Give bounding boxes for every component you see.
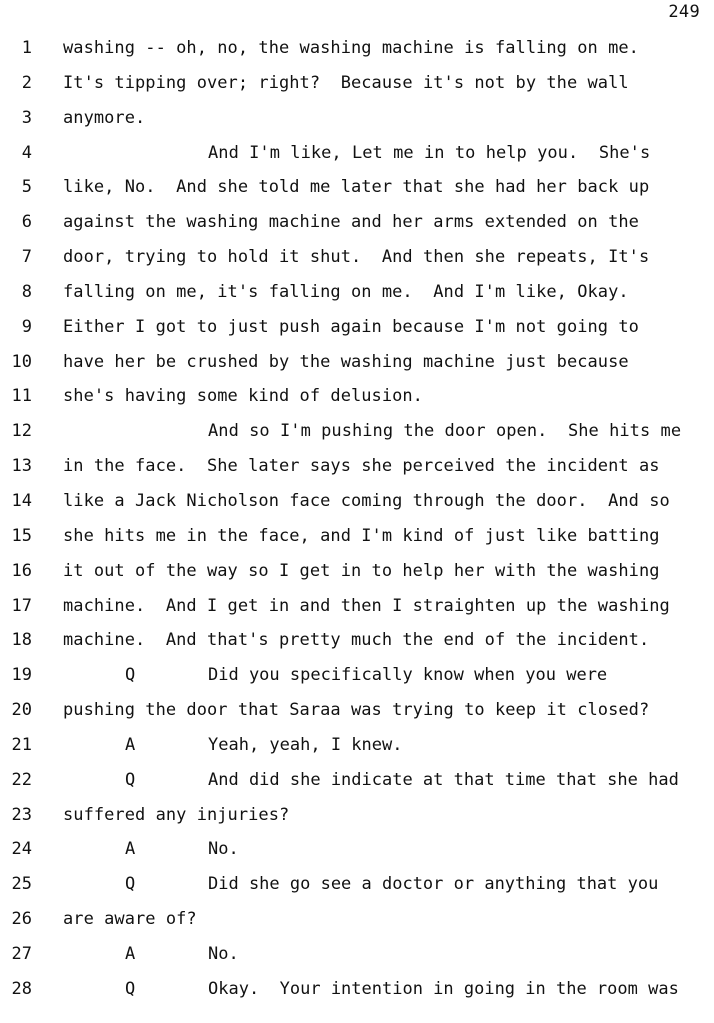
transcript-line: [0, 66, 714, 101]
line-text: like, No. And she told me later that she had her back up: [63, 177, 650, 198]
line-number: 27: [11, 943, 32, 964]
line-text: Okay. Your intention in going in the room was: [208, 978, 679, 999]
page-number: 249: [668, 2, 700, 22]
transcript-line: [0, 867, 714, 902]
line-text: machine. And that's pretty much the end of the incident.: [63, 630, 650, 651]
transcript-line: [0, 449, 714, 484]
line-number: 21: [11, 734, 32, 755]
speaker-label: A: [125, 839, 136, 860]
transcript-line: [0, 798, 714, 833]
line-text: have her be crushed by the washing machine just because: [63, 351, 629, 372]
transcript-line: [0, 31, 714, 66]
transcript-line: [0, 205, 714, 240]
line-text: she's having some kind of delusion.: [63, 386, 423, 407]
line-text: And I'm like, Let me in to help you. She's: [208, 142, 651, 163]
speaker-label: A: [125, 734, 136, 755]
line-text: Did she go see a doctor or anything that you: [208, 874, 659, 895]
line-number: 14: [11, 490, 32, 511]
line-text: in the face. She later says she perceived the incident as: [63, 456, 660, 477]
line-number: 7: [21, 247, 32, 268]
transcript-line: [0, 693, 714, 728]
transcript-line: [0, 554, 714, 589]
line-number: 15: [11, 525, 32, 546]
line-number: 20: [11, 700, 32, 721]
speaker-label: Q: [125, 978, 136, 999]
speaker-label: Q: [125, 769, 136, 790]
line-number: 4: [21, 142, 32, 163]
line-text: And did she indicate at that time that she had: [208, 769, 679, 790]
line-number: 8: [21, 281, 32, 302]
speaker-label: Q: [125, 665, 136, 686]
line-number: 5: [21, 177, 32, 198]
transcript-line: [0, 832, 714, 867]
line-text: washing -- oh, no, the washing machine is falling on me.: [63, 38, 639, 58]
line-number: 18: [11, 630, 32, 651]
line-text: are aware of?: [63, 909, 197, 930]
line-number: 28: [11, 978, 32, 999]
speaker-label: Q: [125, 874, 136, 895]
line-number: 13: [11, 456, 32, 477]
line-number: 17: [11, 595, 32, 616]
transcript-line: [0, 275, 714, 310]
line-text: like a Jack Nicholson face coming through the door. And so: [63, 490, 670, 511]
transcript-line: [0, 763, 714, 798]
line-number: 2: [21, 72, 32, 93]
transcript-line: [0, 519, 714, 554]
line-number: 16: [11, 560, 32, 581]
transcript-body: [0, 31, 714, 1007]
line-number: 19: [11, 665, 32, 686]
transcript-line: [0, 623, 714, 658]
line-text: Either I got to just push again because I'm not going to: [63, 316, 639, 337]
line-number: 3: [21, 107, 32, 128]
line-text: anymore.: [63, 107, 146, 128]
transcript-line: [0, 136, 714, 171]
transcript-line: [0, 972, 714, 1007]
line-text: falling on me, it's falling on me. And I'm like, Okay.: [63, 281, 629, 302]
transcript-line: [0, 484, 714, 519]
line-text: against the washing machine and her arms extended on the: [63, 212, 639, 233]
line-text: It's tipping over; right? Because it's not by the wall: [63, 72, 629, 93]
line-text: suffered any injuries?: [63, 804, 290, 825]
line-number: 6: [21, 212, 32, 233]
transcript-line: [0, 170, 714, 205]
line-text: And so I'm pushing the door open. She hits me: [208, 421, 682, 442]
line-text: machine. And I get in and then I straighten up the washing: [63, 595, 670, 616]
transcript-line: [0, 101, 714, 136]
line-number: 26: [11, 909, 32, 930]
line-text: No.: [208, 839, 239, 860]
transcript-line: [0, 345, 714, 380]
line-number: 11: [11, 386, 32, 407]
line-text: pushing the door that Saraa was trying to keep it closed?: [63, 700, 650, 721]
transcript-line: [0, 310, 714, 345]
line-number: 10: [11, 351, 32, 372]
line-number: 12: [11, 421, 32, 442]
transcript-line: [0, 589, 714, 624]
speaker-label: A: [125, 943, 136, 964]
line-text: it out of the way so I get in to help her with the washing: [63, 560, 660, 581]
line-number: 1: [21, 38, 32, 58]
line-text: she hits me in the face, and I'm kind of just like batting: [63, 525, 660, 546]
line-number: 23: [11, 804, 32, 825]
transcript-line: [0, 379, 714, 414]
transcript-line: [0, 240, 714, 275]
line-number: 25: [11, 874, 32, 895]
line-text: Yeah, yeah, I knew.: [208, 734, 403, 755]
line-text: door, trying to hold it shut. And then she repeats, It's: [63, 247, 650, 268]
transcript-line: [0, 902, 714, 937]
transcript-line: [0, 658, 714, 693]
line-number: 9: [21, 316, 32, 337]
transcript-line: [0, 414, 714, 449]
transcript-line: [0, 728, 714, 763]
line-number: 22: [11, 769, 32, 790]
line-number: 24: [11, 839, 32, 860]
transcript-line: [0, 937, 714, 972]
line-text: No.: [208, 943, 239, 964]
line-text: Did you specifically know when you were: [208, 665, 608, 686]
